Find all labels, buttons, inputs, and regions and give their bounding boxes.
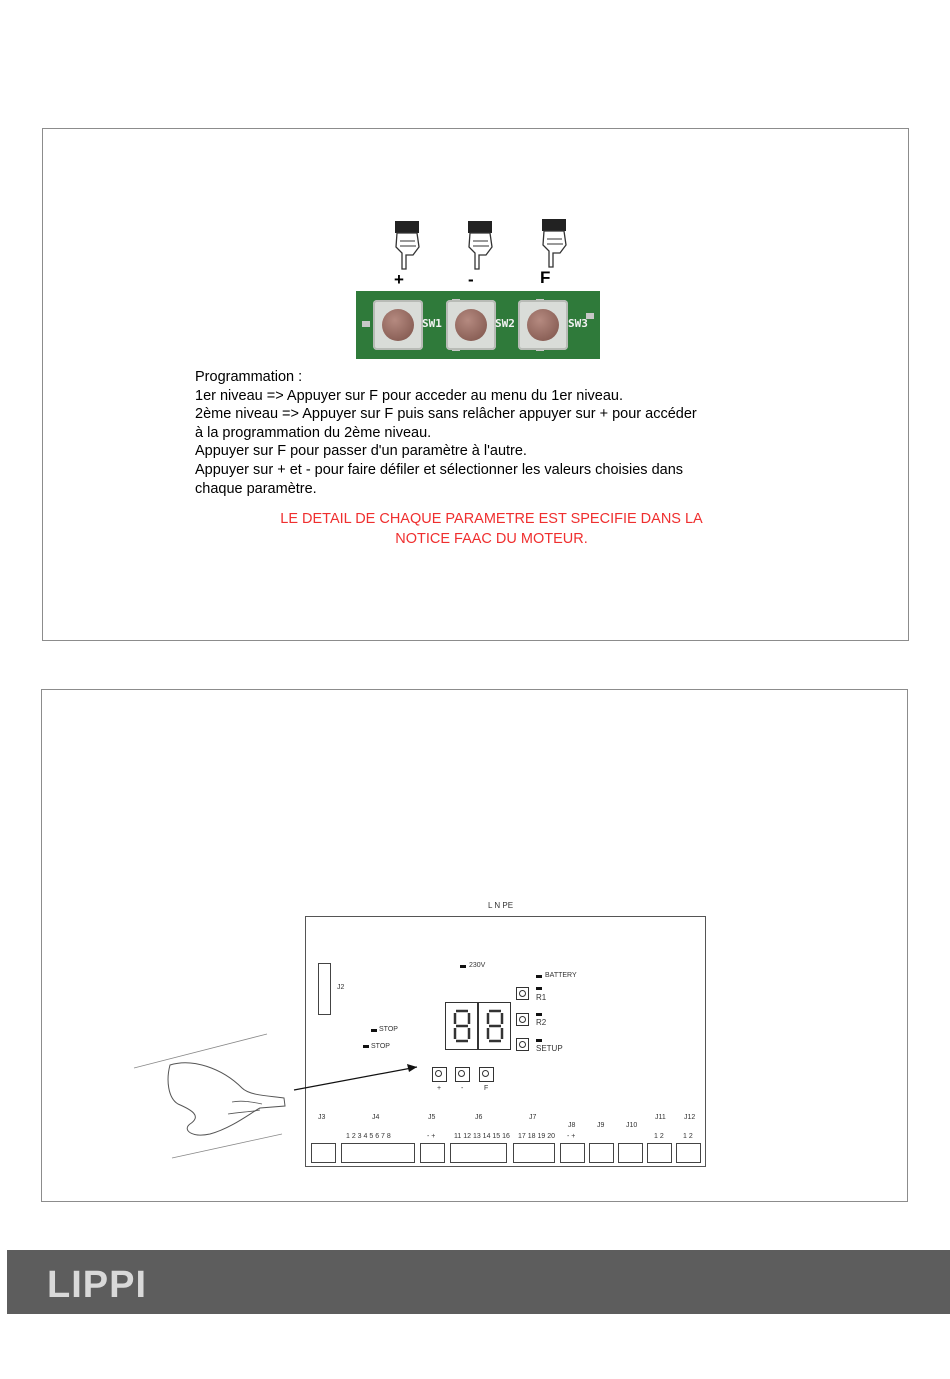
connector-pins-j6: 11 12 13 14 15 16 [454, 1133, 510, 1140]
sw2-label: SW2 [495, 317, 515, 330]
setup-relay [516, 1038, 529, 1051]
led-r1-indicator [536, 987, 542, 990]
led-r2-indicator [536, 1013, 542, 1016]
terminal-block-j6 [450, 1143, 507, 1163]
minus-button-label: - [461, 1085, 464, 1092]
pcb-buttons-photo [356, 291, 600, 359]
pointing-hand-icon [538, 219, 572, 269]
terminal-block-j7 [513, 1143, 555, 1163]
programming-panel [42, 128, 909, 641]
plus-symbol: + [394, 270, 404, 289]
label-stop-1: STOP [379, 1026, 398, 1033]
terminal-block-j9 [589, 1143, 614, 1163]
instruction-line: chaque paramètre. [195, 480, 317, 497]
terminal-block-j12 [676, 1143, 701, 1163]
pointing-hand-icon [391, 221, 425, 271]
label-stop-2: STOP [371, 1043, 390, 1050]
label-230v: 230V [469, 962, 486, 969]
f-symbol: F [540, 268, 551, 287]
connector-label-j10: J10 [626, 1122, 638, 1129]
led-230v-indicator [460, 965, 466, 968]
f-button[interactable] [479, 1067, 494, 1082]
terminal-block-j11 [647, 1143, 672, 1163]
led-setup-indicator [536, 1039, 542, 1042]
instruction-line: 2ème niveau => Appuyer sur F puis sans relâcher appuyer sur + pour accéder [195, 406, 697, 423]
plus-button-label: + [437, 1085, 442, 1092]
instruction-line: 1er niveau => Appuyer sur F pour acceder au menu du 1er niveau. [195, 387, 624, 404]
connector-label-j3: J3 [318, 1114, 326, 1121]
instruction-line: Appuyer sur + et - pour faire défiler et sélectionner les valeurs choisies dans [195, 461, 684, 478]
connector-pins-j7: 17 18 19 20 [518, 1133, 555, 1140]
footer-band [7, 1250, 950, 1314]
label-r1: R1 [536, 993, 547, 1002]
programming-instructions [195, 368, 697, 498]
connector-label-j7: J7 [529, 1114, 537, 1121]
connector-label-j9: J9 [597, 1122, 605, 1129]
pointing-hand-icon [464, 221, 498, 271]
connector-label-j11: J11 [655, 1114, 666, 1121]
minus-button[interactable] [455, 1067, 470, 1082]
connector-pins-j12: 1 2 [683, 1133, 693, 1140]
sw3-button [518, 300, 568, 350]
r1-relay [516, 987, 529, 1000]
seven-segment-digit [445, 1002, 478, 1050]
connector-pins-j11: 1 2 [654, 1133, 664, 1140]
warning-line: LE DETAIL DE CHAQUE PARAMETRE EST SPECIFIE DANS LA [280, 511, 703, 527]
connector-label-j5: J5 [428, 1114, 436, 1121]
f-button-label: F [484, 1085, 489, 1092]
seven-segment-digit [478, 1002, 511, 1050]
lippi-logo: LIPPI [47, 1264, 148, 1306]
instruction-line: Appuyer sur F pour passer d'un paramètre à l'autre. [195, 443, 527, 460]
r2-relay [516, 1013, 529, 1026]
connector-pins-j5: - + [427, 1133, 436, 1140]
sw3-label: SW3 [568, 317, 588, 330]
sw1-button [373, 300, 423, 350]
minus-symbol: - [468, 270, 474, 289]
warning-line: NOTICE FAAC DU MOTEUR. [395, 531, 588, 547]
sw2-button [446, 300, 496, 350]
instruction-line: à la programmation du 2ème niveau. [195, 424, 432, 441]
power-labels: L N PE [488, 901, 514, 910]
j2-connector [318, 963, 331, 1015]
terminal-block-j8 [560, 1143, 585, 1163]
label-r2: R2 [536, 1018, 547, 1027]
pointing-hand-arrow-icon [132, 1030, 432, 1165]
j2-label: J2 [337, 984, 345, 991]
warning-note [143, 509, 840, 549]
connector-label-j12: J12 [684, 1114, 696, 1121]
connector-pins-j4: 1 2 3 4 5 6 7 8 [346, 1133, 391, 1140]
led-battery-indicator [536, 975, 542, 978]
terminal-block-j10 [618, 1143, 643, 1163]
connector-label-j8: J8 [568, 1122, 576, 1129]
label-battery: BATTERY [545, 972, 577, 979]
plus-button[interactable] [432, 1067, 447, 1082]
connector-pins-j8: - + [567, 1133, 576, 1140]
label-setup: SETUP [536, 1044, 563, 1053]
instruction-line: Programmation : [195, 369, 303, 385]
connector-label-j4: J4 [372, 1114, 380, 1121]
board-diagram-panel [41, 689, 908, 1202]
sw1-label: SW1 [422, 317, 442, 330]
connector-label-j6: J6 [475, 1114, 483, 1121]
